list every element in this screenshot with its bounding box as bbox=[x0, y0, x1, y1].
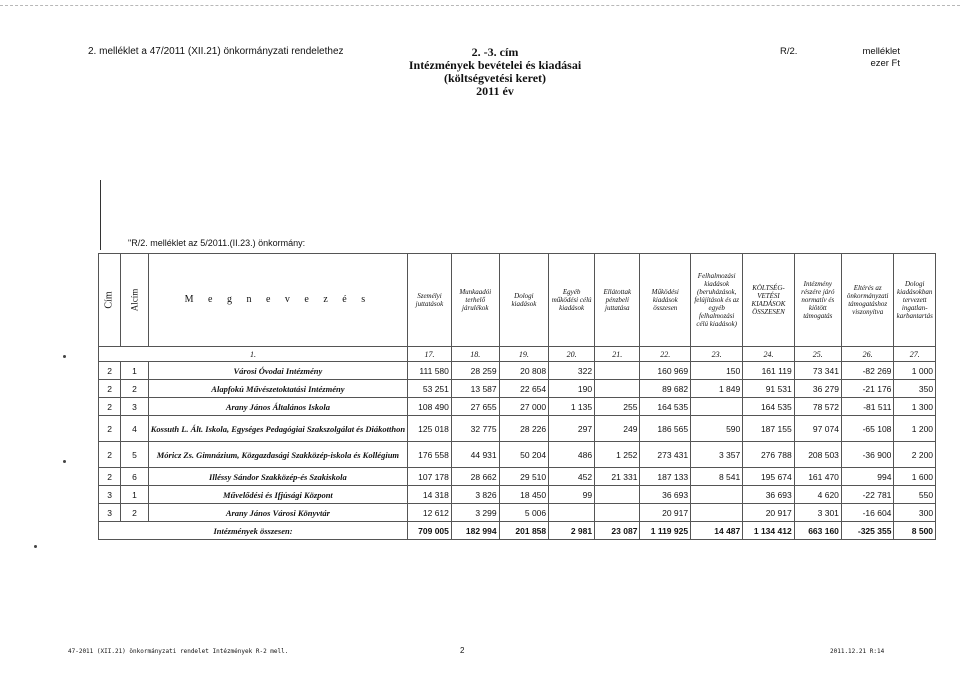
row-value: 1 849 bbox=[691, 380, 743, 398]
annex-number: R/2. bbox=[780, 46, 798, 57]
row-value: 8 541 bbox=[691, 468, 743, 486]
row-alcim: 4 bbox=[121, 416, 149, 442]
row-value: 176 558 bbox=[408, 442, 452, 468]
row-value: -36 900 bbox=[841, 442, 894, 468]
row-name: Művelődési és Ifjúsági Központ bbox=[148, 486, 407, 504]
page-number: 2 bbox=[460, 646, 465, 655]
colnum: 18. bbox=[451, 347, 499, 362]
header-name: M e g n e v e z é s bbox=[148, 254, 407, 347]
document-title-block bbox=[380, 46, 610, 98]
row-value: 452 bbox=[549, 468, 595, 486]
header-munkaadoi: Munkaadói terhelő járulékok bbox=[451, 254, 499, 347]
row-value: -82 269 bbox=[841, 362, 894, 380]
row-value bbox=[691, 486, 743, 504]
row-value bbox=[595, 504, 640, 522]
row-value: 3 826 bbox=[451, 486, 499, 504]
footer-stamp: 2011.12.21 R:14 bbox=[830, 648, 885, 655]
row-cim: 2 bbox=[99, 380, 121, 398]
row-value: 13 587 bbox=[451, 380, 499, 398]
row-value: 1 000 bbox=[894, 362, 936, 380]
row-value: 20 917 bbox=[640, 504, 691, 522]
row-value: 14 318 bbox=[408, 486, 452, 504]
total-cell: 1 119 925 bbox=[640, 522, 691, 540]
row-value: 28 226 bbox=[499, 416, 549, 442]
row-alcim: 6 bbox=[121, 468, 149, 486]
colnum: 23. bbox=[691, 347, 743, 362]
total-cell: 663 160 bbox=[794, 522, 841, 540]
row-value: 486 bbox=[549, 442, 595, 468]
row-value: 28 662 bbox=[451, 468, 499, 486]
row-value: -16 604 bbox=[841, 504, 894, 522]
row-value bbox=[595, 380, 640, 398]
row-value: 3 301 bbox=[794, 504, 841, 522]
row-value: 36 693 bbox=[640, 486, 691, 504]
total-cell: 23 087 bbox=[595, 522, 640, 540]
row-value: 297 bbox=[549, 416, 595, 442]
row-value: 22 654 bbox=[499, 380, 549, 398]
colnum: 27. bbox=[894, 347, 936, 362]
row-name: Arany János Általános Iskola bbox=[148, 398, 407, 416]
row-value: 20 808 bbox=[499, 362, 549, 380]
row-value: 28 259 bbox=[451, 362, 499, 380]
row-alcim: 2 bbox=[121, 504, 149, 522]
row-value: 590 bbox=[691, 416, 743, 442]
footer-filename: 47-2011 (XII.21) önkormányzati rendelet Intézmények R-2 mell. bbox=[68, 648, 289, 655]
row-cim: 2 bbox=[99, 362, 121, 380]
row-name: Arany János Városi Könyvtár bbox=[148, 504, 407, 522]
table-header-row bbox=[99, 254, 960, 347]
row-value: 12 612 bbox=[408, 504, 452, 522]
row-alcim: 3 bbox=[121, 398, 149, 416]
row-name: Városi Óvodai Intézmény bbox=[148, 362, 407, 380]
row-name: Illéssy Sándor Szakközép-és Szakiskola bbox=[148, 468, 407, 486]
row-value: 276 788 bbox=[743, 442, 794, 468]
total-cell: 8 500 bbox=[894, 522, 936, 540]
row-value: 160 969 bbox=[640, 362, 691, 380]
header-szemelyi: Személyi juttatások bbox=[408, 254, 452, 347]
row-value: 99 bbox=[549, 486, 595, 504]
header-koltsegvetesi-osszesen: KÖLTSÉG-VETÉSI KIADÁSOK ÖSSZESEN bbox=[743, 254, 794, 347]
row-alcim: 2 bbox=[121, 380, 149, 398]
header-ellatottak: Ellátottak pénzbeli juttatása bbox=[595, 254, 640, 347]
row-value bbox=[691, 504, 743, 522]
table-row bbox=[99, 486, 960, 504]
colnum: 1. bbox=[99, 347, 408, 362]
row-value: 208 503 bbox=[794, 442, 841, 468]
row-value bbox=[595, 362, 640, 380]
row-value: 50 204 bbox=[499, 442, 549, 468]
row-value: 161 470 bbox=[794, 468, 841, 486]
colnum: 26. bbox=[841, 347, 894, 362]
scan-speck bbox=[63, 355, 66, 358]
row-alcim: 5 bbox=[121, 442, 149, 468]
table-row bbox=[99, 380, 960, 398]
colnum: 20. bbox=[549, 347, 595, 362]
scan-edge-line bbox=[0, 5, 960, 6]
colnum: 25. bbox=[794, 347, 841, 362]
row-value: 29 510 bbox=[499, 468, 549, 486]
header-mukodesi-osszesen: Működési kiadások összesen bbox=[640, 254, 691, 347]
row-value: 2 200 bbox=[894, 442, 936, 468]
row-value: 44 931 bbox=[451, 442, 499, 468]
scan-speck bbox=[63, 460, 66, 463]
row-value: 190 bbox=[549, 380, 595, 398]
row-value: 107 178 bbox=[408, 468, 452, 486]
row-value: 994 bbox=[841, 468, 894, 486]
row-value: 32 775 bbox=[451, 416, 499, 442]
row-value: 91 531 bbox=[743, 380, 794, 398]
table-row bbox=[99, 362, 960, 380]
row-value: 164 535 bbox=[640, 398, 691, 416]
row-value bbox=[595, 486, 640, 504]
row-value: 78 572 bbox=[794, 398, 841, 416]
row-cim: 2 bbox=[99, 398, 121, 416]
row-value: 111 580 bbox=[408, 362, 452, 380]
unit-label: ezer Ft bbox=[870, 58, 900, 69]
total-cell: 2 981 bbox=[549, 522, 595, 540]
table-body bbox=[99, 362, 960, 522]
row-value: 125 018 bbox=[408, 416, 452, 442]
total-label: Intézmények összesen: bbox=[99, 522, 408, 540]
row-value: 273 431 bbox=[640, 442, 691, 468]
row-value bbox=[549, 504, 595, 522]
row-name: Kossuth L. Ált. Iskola, Egységes Pedagógiai Szakszolgálat és Diákotthon bbox=[148, 416, 407, 442]
row-value bbox=[691, 398, 743, 416]
row-name: Móricz Zs. Gimnázium, Közgazdasági Szakközép-iskola és Kollégium bbox=[148, 442, 407, 468]
row-value: 186 565 bbox=[640, 416, 691, 442]
annex-reference: 2. melléklet a 47/2011 (XII.21) önkormányzati rendelethez bbox=[88, 46, 344, 57]
colnum: 19. bbox=[499, 347, 549, 362]
title-main: Intézmények bevételei és kiadásai bbox=[408, 58, 582, 72]
title-year: 2011 év bbox=[476, 84, 514, 98]
header-felhalmozasi: Felhalmozási kiadások (beruházások, felújítások és az egyéb felhalmozási célú kiadások) bbox=[691, 254, 743, 347]
row-value: 3 357 bbox=[691, 442, 743, 468]
row-value: 300 bbox=[894, 504, 936, 522]
row-value: 21 331 bbox=[595, 468, 640, 486]
row-value: 1 300 bbox=[894, 398, 936, 416]
row-value: 5 006 bbox=[499, 504, 549, 522]
row-alcim: 1 bbox=[121, 486, 149, 504]
total-cell: -325 355 bbox=[841, 522, 894, 540]
row-value: 89 682 bbox=[640, 380, 691, 398]
total-row bbox=[99, 522, 960, 540]
row-value: 20 917 bbox=[743, 504, 794, 522]
row-name: Alapfokú Művészetoktatási Intézmény bbox=[148, 380, 407, 398]
row-value: 36 279 bbox=[794, 380, 841, 398]
row-value: 1 135 bbox=[549, 398, 595, 416]
row-value: -21 176 bbox=[841, 380, 894, 398]
colnum: 21. bbox=[595, 347, 640, 362]
title-cim: 2. -3. cím bbox=[471, 45, 519, 59]
total-cell: 14 487 bbox=[691, 522, 743, 540]
row-value: -22 781 bbox=[841, 486, 894, 504]
row-value: 350 bbox=[894, 380, 936, 398]
row-value: 73 341 bbox=[794, 362, 841, 380]
header-cim: Cím bbox=[99, 254, 121, 347]
row-value: 249 bbox=[595, 416, 640, 442]
table-row bbox=[99, 468, 960, 486]
sub-annex-note: "R/2. melléklet az 5/2011.(II.23.) önkormány: bbox=[128, 238, 306, 248]
row-value: 27 655 bbox=[451, 398, 499, 416]
title-sub: (költségvetési keret) bbox=[443, 71, 547, 85]
total-cell: 201 858 bbox=[499, 522, 549, 540]
header-elteres: Eltérés az önkormányzati támogatáshoz viszonyítva bbox=[841, 254, 894, 347]
column-number-row bbox=[99, 347, 960, 362]
row-value: 1 600 bbox=[894, 468, 936, 486]
header-dologi: Dologi kiadások bbox=[499, 254, 549, 347]
row-alcim: 1 bbox=[121, 362, 149, 380]
row-value: 108 490 bbox=[408, 398, 452, 416]
row-value: 322 bbox=[549, 362, 595, 380]
row-value: 53 251 bbox=[408, 380, 452, 398]
row-cim: 2 bbox=[99, 442, 121, 468]
row-cim: 2 bbox=[99, 468, 121, 486]
row-value: 3 299 bbox=[451, 504, 499, 522]
row-cim: 3 bbox=[99, 504, 121, 522]
row-value: 187 155 bbox=[743, 416, 794, 442]
table-row bbox=[99, 442, 960, 468]
header-egyeb: Egyéb működési célú kiadások bbox=[549, 254, 595, 347]
row-value: 1 252 bbox=[595, 442, 640, 468]
colnum: 22. bbox=[640, 347, 691, 362]
row-value: 4 620 bbox=[794, 486, 841, 504]
row-value: 161 119 bbox=[743, 362, 794, 380]
row-value: 195 674 bbox=[743, 468, 794, 486]
row-value: -81 511 bbox=[841, 398, 894, 416]
total-cell: 182 994 bbox=[451, 522, 499, 540]
table-row bbox=[99, 504, 960, 522]
annex-word: melléklet bbox=[862, 46, 900, 57]
row-cim: 3 bbox=[99, 486, 121, 504]
row-value: 255 bbox=[595, 398, 640, 416]
row-value: 27 000 bbox=[499, 398, 549, 416]
colnum: 24. bbox=[743, 347, 794, 362]
row-value: 36 693 bbox=[743, 486, 794, 504]
budget-table bbox=[98, 253, 960, 540]
row-cim: 2 bbox=[99, 416, 121, 442]
row-value: -65 108 bbox=[841, 416, 894, 442]
row-value: 187 133 bbox=[640, 468, 691, 486]
row-value: 1 200 bbox=[894, 416, 936, 442]
total-cell: 1 134 412 bbox=[743, 522, 794, 540]
header-karbantartas: Dologi kiadásokban tervezett ingatlan-karbantartás bbox=[894, 254, 936, 347]
header-tamogatas: Intézmény részére járó normatív és kiötött támogatás bbox=[794, 254, 841, 347]
header-alcim: Alcím bbox=[121, 254, 149, 347]
table-row bbox=[99, 398, 960, 416]
total-cell: 709 005 bbox=[408, 522, 452, 540]
row-value: 18 450 bbox=[499, 486, 549, 504]
row-value: 150 bbox=[691, 362, 743, 380]
margin-line bbox=[100, 180, 101, 250]
row-value: 164 535 bbox=[743, 398, 794, 416]
table-row bbox=[99, 416, 960, 442]
annex-label-block bbox=[780, 46, 900, 70]
scan-speck bbox=[34, 545, 37, 548]
colnum: 17. bbox=[408, 347, 452, 362]
row-value: 97 074 bbox=[794, 416, 841, 442]
row-value: 550 bbox=[894, 486, 936, 504]
